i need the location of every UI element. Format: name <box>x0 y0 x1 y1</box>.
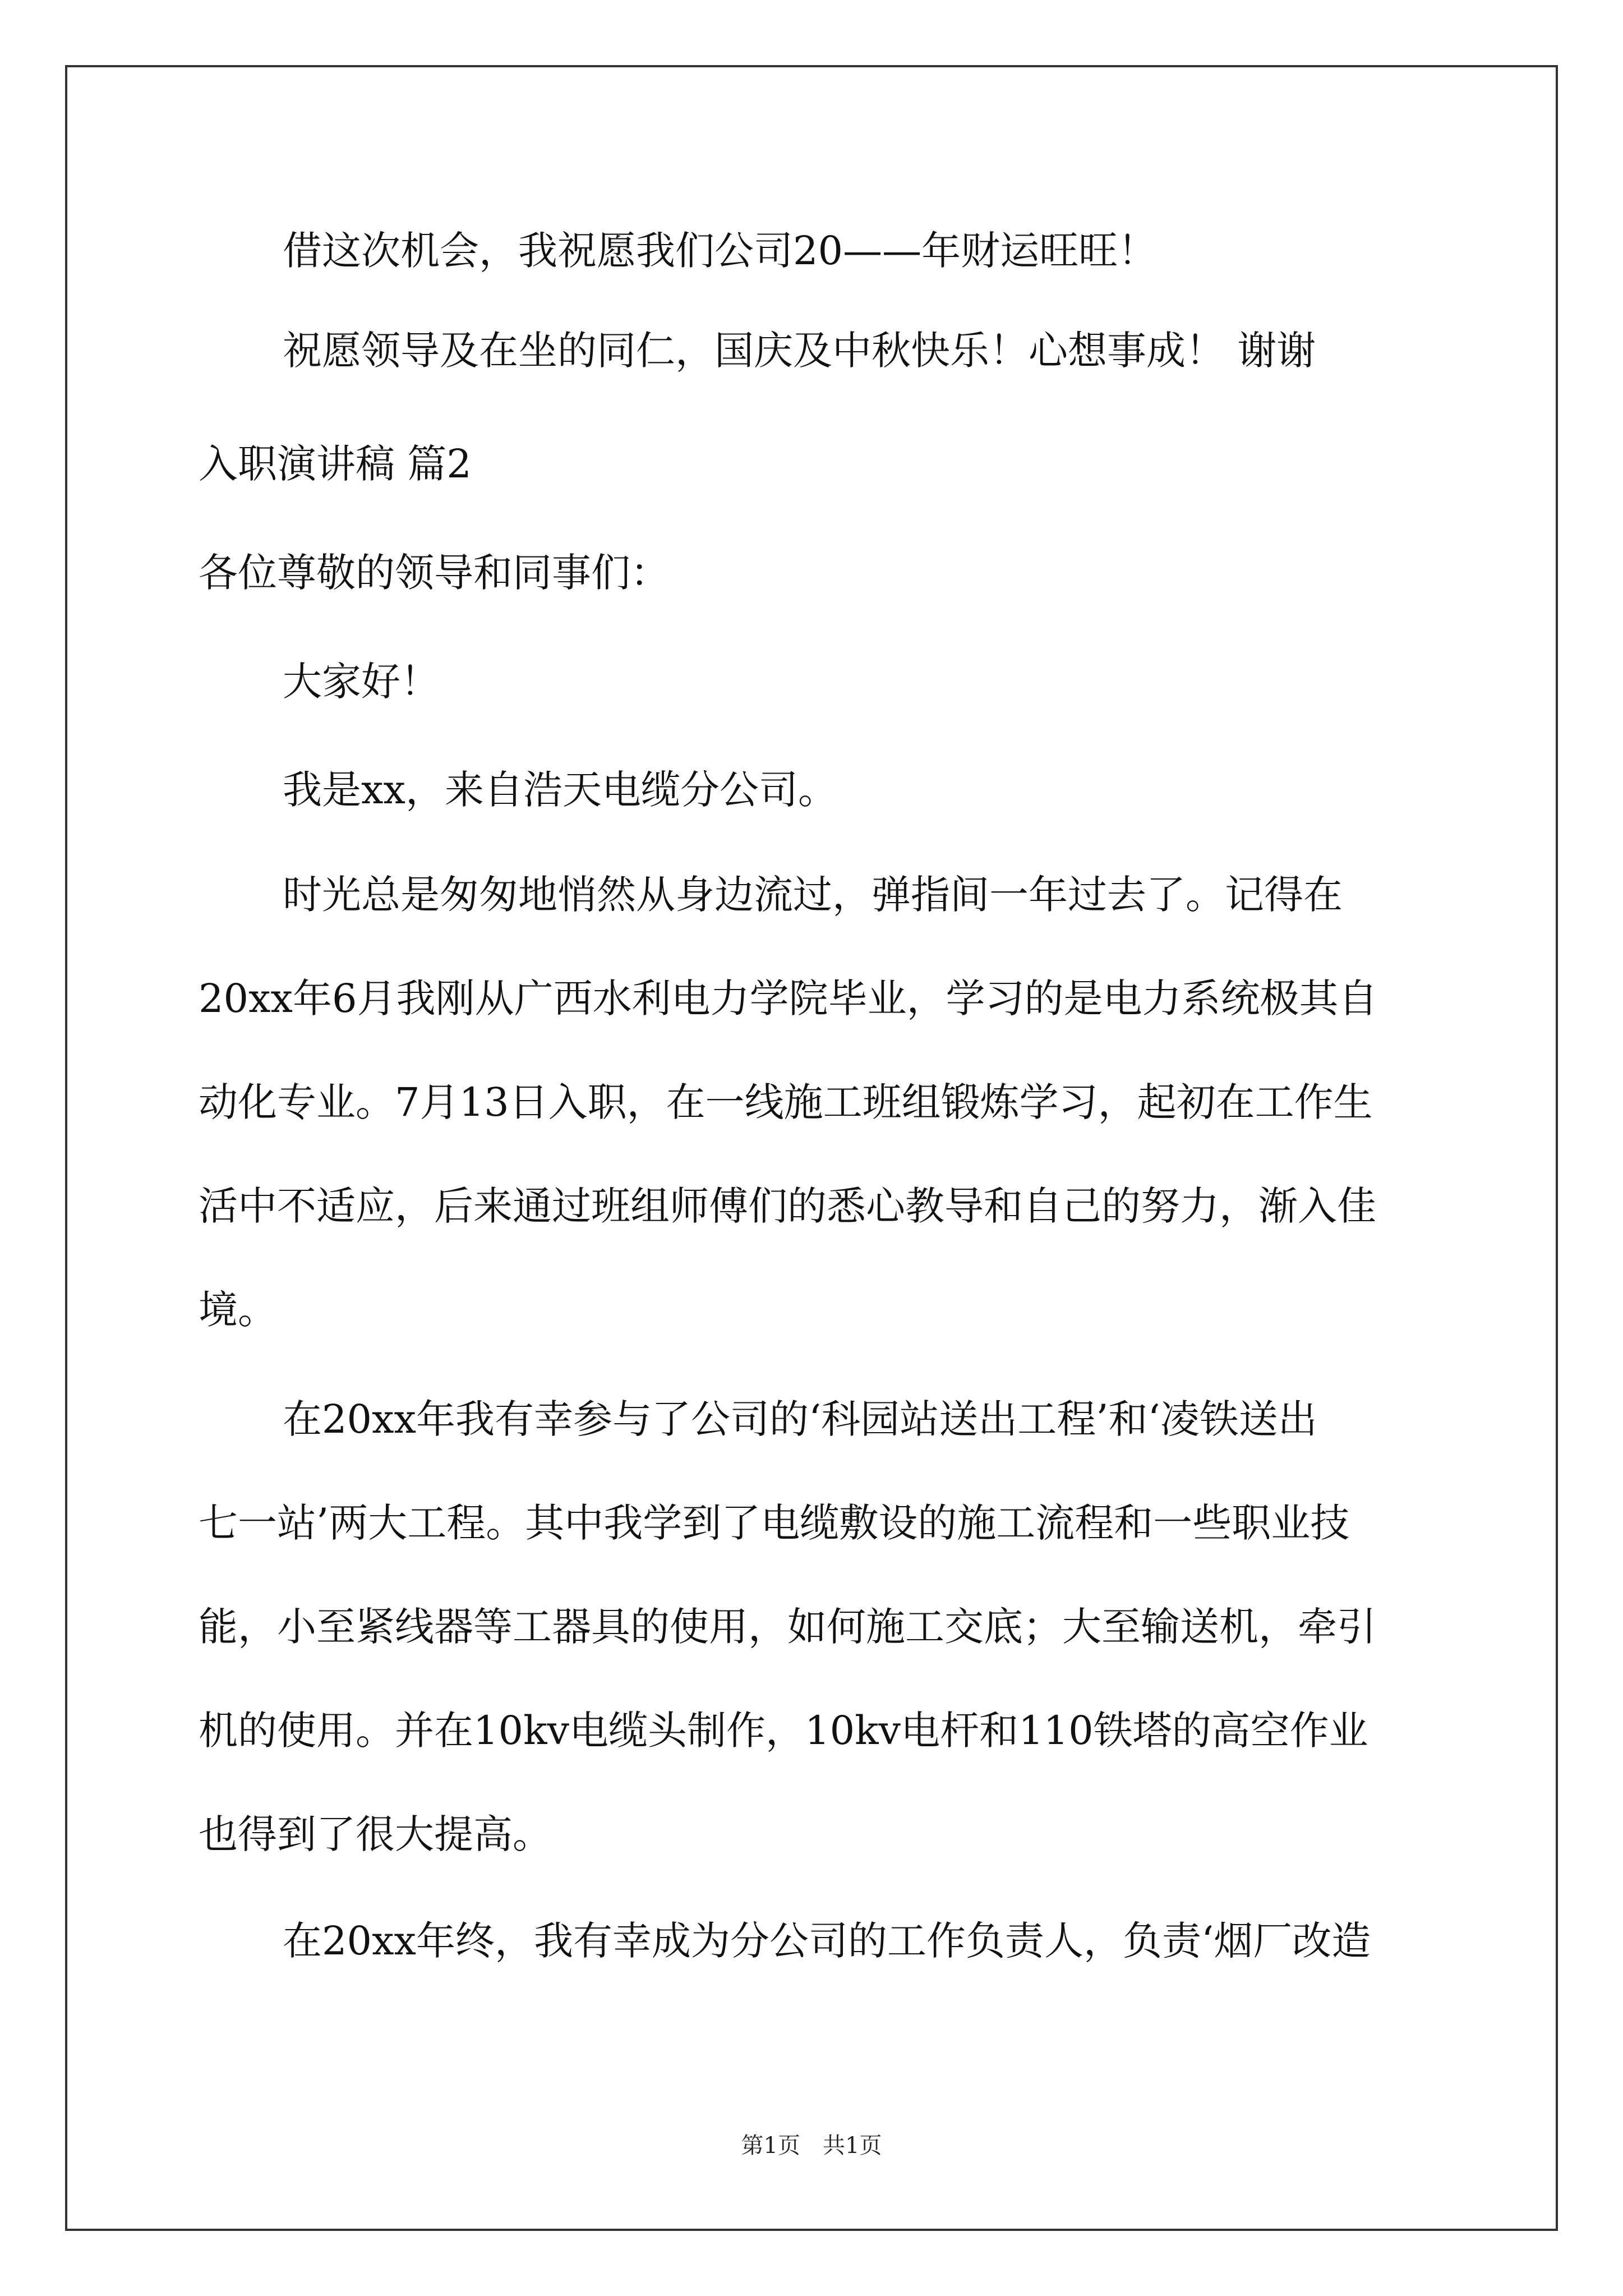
page-border <box>65 65 1558 2231</box>
page-number-footer: 第1页 共1页 <box>741 2133 882 2159</box>
paragraph-line: 在20xx年终，我有幸成为分公司的工作负责人，负责‘烟厂改造 <box>283 1918 1371 1964</box>
paragraph-line: 也得到了很大提高。 <box>199 1811 552 1857</box>
paragraph-line: 时光总是匆匆地悄然从身边流过，弹指间一年过去了。记得在 <box>283 872 1343 918</box>
paragraph-line: 动化专业。7月13日入职，在一线施工班组锻炼学习，起初在工作生 <box>199 1079 1373 1125</box>
paragraph-line: 借这次机会，我祝愿我们公司20——年财运旺旺！ <box>283 228 1158 274</box>
paragraph-line: 在20xx年我有幸参与了公司的‘科园站送出工程’和‘凌铁送出 <box>283 1396 1317 1442</box>
paragraph-line: 我是xx，来自浩天电缆分公司。 <box>283 767 837 813</box>
paragraph-line: 机的使用。并在10kv电缆头制作，10kv电杆和110铁塔的高空作业 <box>199 1708 1368 1754</box>
paragraph-line: 七一站’两大工程。其中我学到了电缆敷设的施工流程和一些职业技 <box>199 1500 1350 1546</box>
paragraph-line: 祝愿领导及在坐的同仁，国庆及中秋快乐！心想事成！ 谢谢 <box>283 328 1316 374</box>
paragraph-line: 境。 <box>199 1287 277 1333</box>
paragraph-line: 大家好！ <box>283 659 440 705</box>
salutation: 各位尊敬的领导和同事们： <box>199 550 670 596</box>
paragraph-line: 能，小至紧线器等工器具的使用，如何施工交底；大至输送机，牵引 <box>199 1604 1376 1650</box>
paragraph-line: 活中不适应，后来通过班组师傅们的悉心教导和自己的努力，渐入佳 <box>199 1183 1376 1229</box>
section-heading: 入职演讲稿 篇2 <box>199 441 472 487</box>
paragraph-line: 20xx年6月我刚从广西水利电力学院毕业，学习的是电力系统极其自 <box>199 976 1378 1022</box>
